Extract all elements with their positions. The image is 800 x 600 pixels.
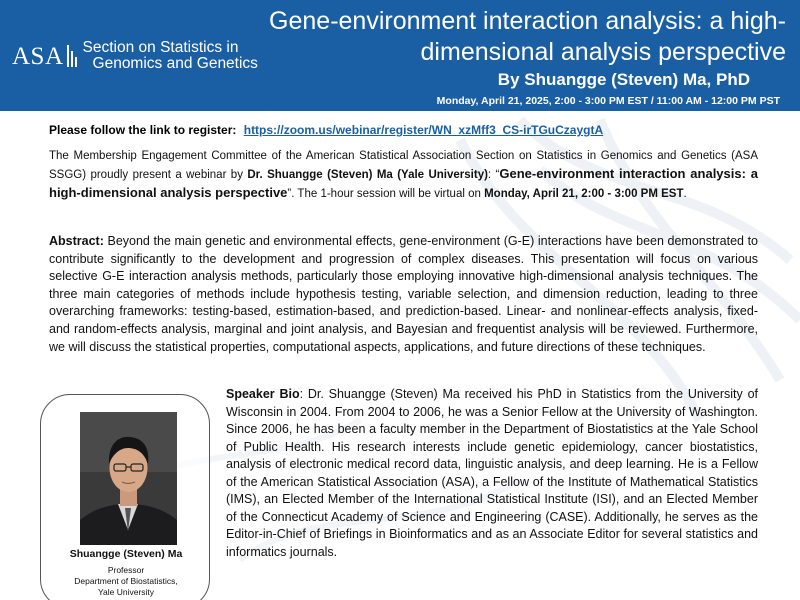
speaker-bio <box>226 386 758 561</box>
intro-webinar-title: Gene-environment interaction analysis: a high-dimensional analysis perspective <box>49 166 758 200</box>
speaker-department: Department of Biostatistics, <box>74 576 178 586</box>
speaker-photo-illustration <box>80 412 177 545</box>
speaker-photo <box>80 412 177 545</box>
presenter-line: By Shuangge (Steven) Ma, PhD <box>497 70 750 89</box>
webinar-title: Gene-environment interaction analysis: a high-dimensional analysis perspective <box>269 7 786 66</box>
abstract-text: Beyond the main genetic and environmental effects, gene-environment (G-E) interactions have been demonstrated to contribute significantly to the development and progression of complex diseases. This presentation will focus on various selective G-E interaction analysis methods, particularly those employing innovative high-dimensional analysis techniques. The three main categories of methods include hypothesis testing, variable selection, and dimension reduction, leading to three overarching frameworks: testing-based, estimation-based, and prediction-based. Linear- and nonlinear-effects analysis, fixed- and random-effects analysis, marginal and joint analysis, and Bayesian and frequentist analysis will be reviewed. Furthermore, we will discuss the statistical properties, computational aspects, applications, and future directions of these techniques. <box>49 234 758 354</box>
speaker-card <box>40 394 210 600</box>
register-line <box>49 123 603 137</box>
asa-logo-mark: ASA <box>12 42 64 70</box>
abstract-paragraph <box>49 233 758 356</box>
bio-text: : Dr. Shuangge (Steven) Ma received his PhD in Statistics from the University of Wisconsin in 2004. From 2004 to 2006, he was a Senior Fellow at the University of Washington. Since 2006, he has been a faculty member in the Department of Biostatistics at the Yale School of Public Health. His research interests include genetic epidemiology, cancer biostatistics, analysis of electronic medical record data, linguistic analysis, and deep learning. He is a Fellow of the American Statistical Association (ASA), a Fellow of the Institute of Mathematical Statistics (IMS), an Elected Member of the International Statistical Institute (ISI), and an Elected Member of the Connecticut Academy of Science and Engineering (CASE). Additionally, he serves as the Editor-in-Chief of Briefings in Bioinformatics and as an Associate Editor for several statistics and informatics journals. <box>226 387 759 559</box>
section-name-line1: Section on Statistics in <box>82 39 239 56</box>
intro-paragraph <box>49 148 758 203</box>
register-link[interactable]: https://zoom.us/webinar/register/WN_xzMff3_CS-irTGuCzaygtA <box>243 123 604 137</box>
register-prompt: Please follow the link to register: <box>49 123 237 137</box>
speaker-name: Shuangge (Steven) Ma <box>69 548 183 560</box>
asa-logo <box>12 40 258 72</box>
header-banner <box>0 0 800 111</box>
main-content <box>0 111 800 600</box>
section-name-line2: Genomics and Genetics <box>92 55 258 72</box>
speaker-title: Professor <box>107 565 145 575</box>
intro-text-3: ”. The 1-hour session will be virtual on <box>287 188 485 200</box>
intro-text-1: The Membership Engagement Committee of the American Statistical Association Section on Statistics in Genomics and Genetics (ASA SSGG) proudly present a webinar by <box>49 150 758 181</box>
intro-date: Monday, April 21, 2:00 - 3:00 PM EST <box>484 188 684 200</box>
event-datetime: Monday, April 21, 2025, 2:00 - 3:00 PM EST / 11:00 AM - 12:00 PM PST <box>436 95 780 107</box>
asa-logo-bars-icon <box>67 45 77 67</box>
speaker-university: Yale University <box>97 587 155 597</box>
bio-label: Speaker Bio <box>226 387 300 401</box>
intro-text-2: : “ <box>487 169 500 181</box>
intro-text-4: . <box>683 188 687 200</box>
abstract-label: Abstract: <box>49 234 104 248</box>
intro-speaker: Dr. Shuangge (Steven) Ma (Yale University) <box>247 169 488 181</box>
